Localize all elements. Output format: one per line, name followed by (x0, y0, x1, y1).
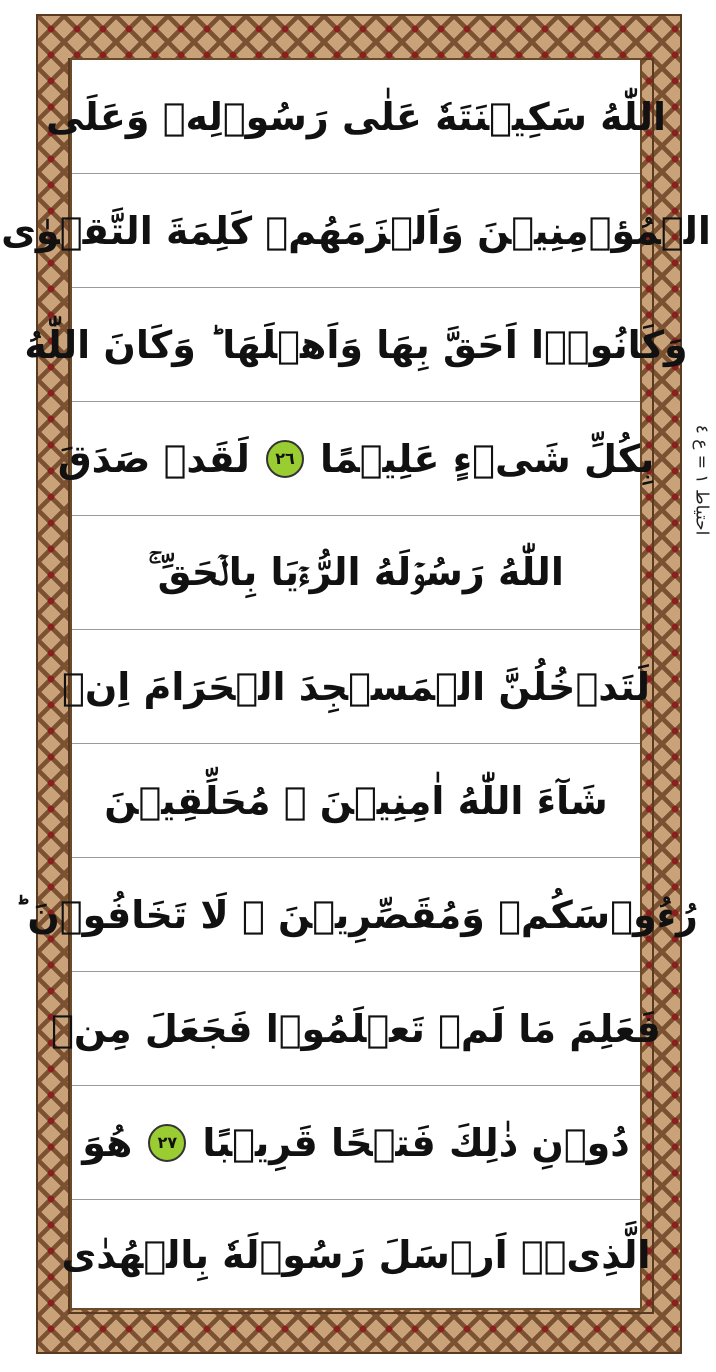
verse-text: بِكُلِّ شَىۡءٍ عَلِيۡمًا (319, 436, 655, 481)
verse-text: الۡمُؤۡمِنِيۡنَ وَاَلۡزَمَهُمۡ كَلِمَةَ التَّقۡوٰى (1, 208, 711, 253)
verse-text: شَآءَ اللّٰهُ اٰمِنِيۡنَ ۙ مُحَلِّقِيۡنَ (104, 778, 608, 823)
verse-text: هُوَ (82, 1120, 133, 1165)
verse-text: فَعَلِمَ مَا لَمۡ تَعۡلَمُوۡا فَجَعَلَ مِنۡ (51, 1006, 661, 1051)
ayah-number-marker: ٢٧ (148, 1124, 186, 1162)
text-line (14, 858, 698, 972)
verse-text: لَقَدۡ صَدَقَ (57, 436, 250, 481)
verse-text: رُءُوۡسَكُمۡ وَمُقَصِّرِيۡنَ ۙ لَا تَخَافُوۡنَ ؕ (14, 892, 698, 937)
text-line (1, 174, 711, 288)
text-line (61, 1200, 651, 1310)
verse-text: اللّٰهُ سَكِيۡنَتَهٗ عَلٰى رَسُوۡلِهٖ وَعَلَى (45, 94, 667, 139)
verse-text: لَتَدۡخُلُنَّ الۡمَسۡجِدَ الۡحَرَامَ اِنۡ (62, 664, 650, 709)
verse-text: اللّٰهُ رَسُوۡلَهُ الرُّءۡيَا بِالۡحَقِّ ۚ (148, 550, 564, 594)
text-line (51, 972, 661, 1086)
ayah-number-marker: ٢٦ (266, 440, 304, 478)
verse-text: دُوۡنِ ذٰلِكَ فَتۡحًا قَرِيۡبًا (202, 1120, 630, 1165)
verse-text: وَكَانُوۡۤا اَحَقَّ بِهَا وَاَهۡلَهَا ؕ وَكَانَ اللّٰهُ (24, 322, 688, 367)
text-line (72, 744, 640, 858)
text-line (57, 402, 655, 516)
text-line (72, 516, 640, 630)
margin-note (686, 400, 716, 560)
text-line (45, 60, 667, 174)
verse-text: الَّذِىۡۤ اَرۡسَلَ رَسُوۡلَهٗ بِالۡهُدٰى (61, 1233, 651, 1277)
text-line (62, 630, 650, 744)
text-line (24, 288, 688, 402)
text-line (72, 1086, 640, 1200)
margin-note-text: احتیاط ۱ = ع ٤ (691, 424, 711, 536)
